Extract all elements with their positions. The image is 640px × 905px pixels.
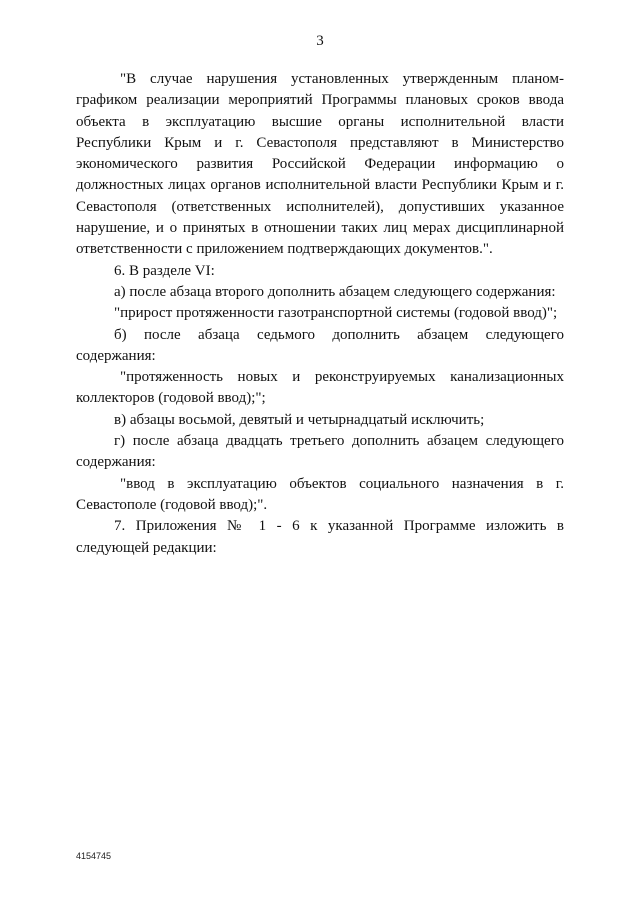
- document-body: [76, 69, 564, 559]
- paragraph-item-g: г) после абзаца двадцать третьего дополнить абзацем следующего содержания:: [76, 433, 564, 471]
- paragraph-section-6: 6. В разделе VI:: [114, 262, 215, 279]
- paragraph-item-a: а) после абзаца второго дополнить абзацем следующего содержания:: [114, 283, 556, 300]
- paragraph-quote-gas: "прирост протяженности газотранспортной системы (годовой ввод)";: [114, 305, 558, 322]
- paragraph-item-b: б) после абзаца седьмого дополнить абзацем следующего содержания:: [76, 326, 564, 364]
- paragraph-quote-sewer: "протяженность новых и реконструируемых канализационных коллекторов (годовой ввод);";: [76, 369, 564, 407]
- paragraph-item-v: в) абзацы восьмой, девятый и четырнадцатый исключить;: [114, 411, 485, 428]
- paragraph-section-7: 7. Приложения № 1 - 6 к указанной Программе изложить в следующей редакции:: [76, 518, 564, 556]
- paragraph-violation-clause: "В случае нарушения установленных утвержденным планом-графиком реализации мероприятий Программы плановых сроков ввода объекта в эксплуатацию высшие органы исполнительной власти Республики Крым и г. Севастополя представляют в Министерство экономического развития Российской Федерации информацию о должностных лицах органов исполнительной власти Республики Крым и г. Севастополя (ответственных исполнителей), допустивших указанное нарушение, и о принятых в отношении таких лиц мерах дисциплинарной ответственности с приложением подтверждающих документов.".: [76, 71, 564, 258]
- page-number: 3: [316, 33, 324, 49]
- paragraph-quote-social: "ввод в эксплуатацию объектов социального назначения в г. Севастополе (годовой ввод);".: [76, 475, 564, 513]
- document-id: 4154745: [76, 851, 112, 861]
